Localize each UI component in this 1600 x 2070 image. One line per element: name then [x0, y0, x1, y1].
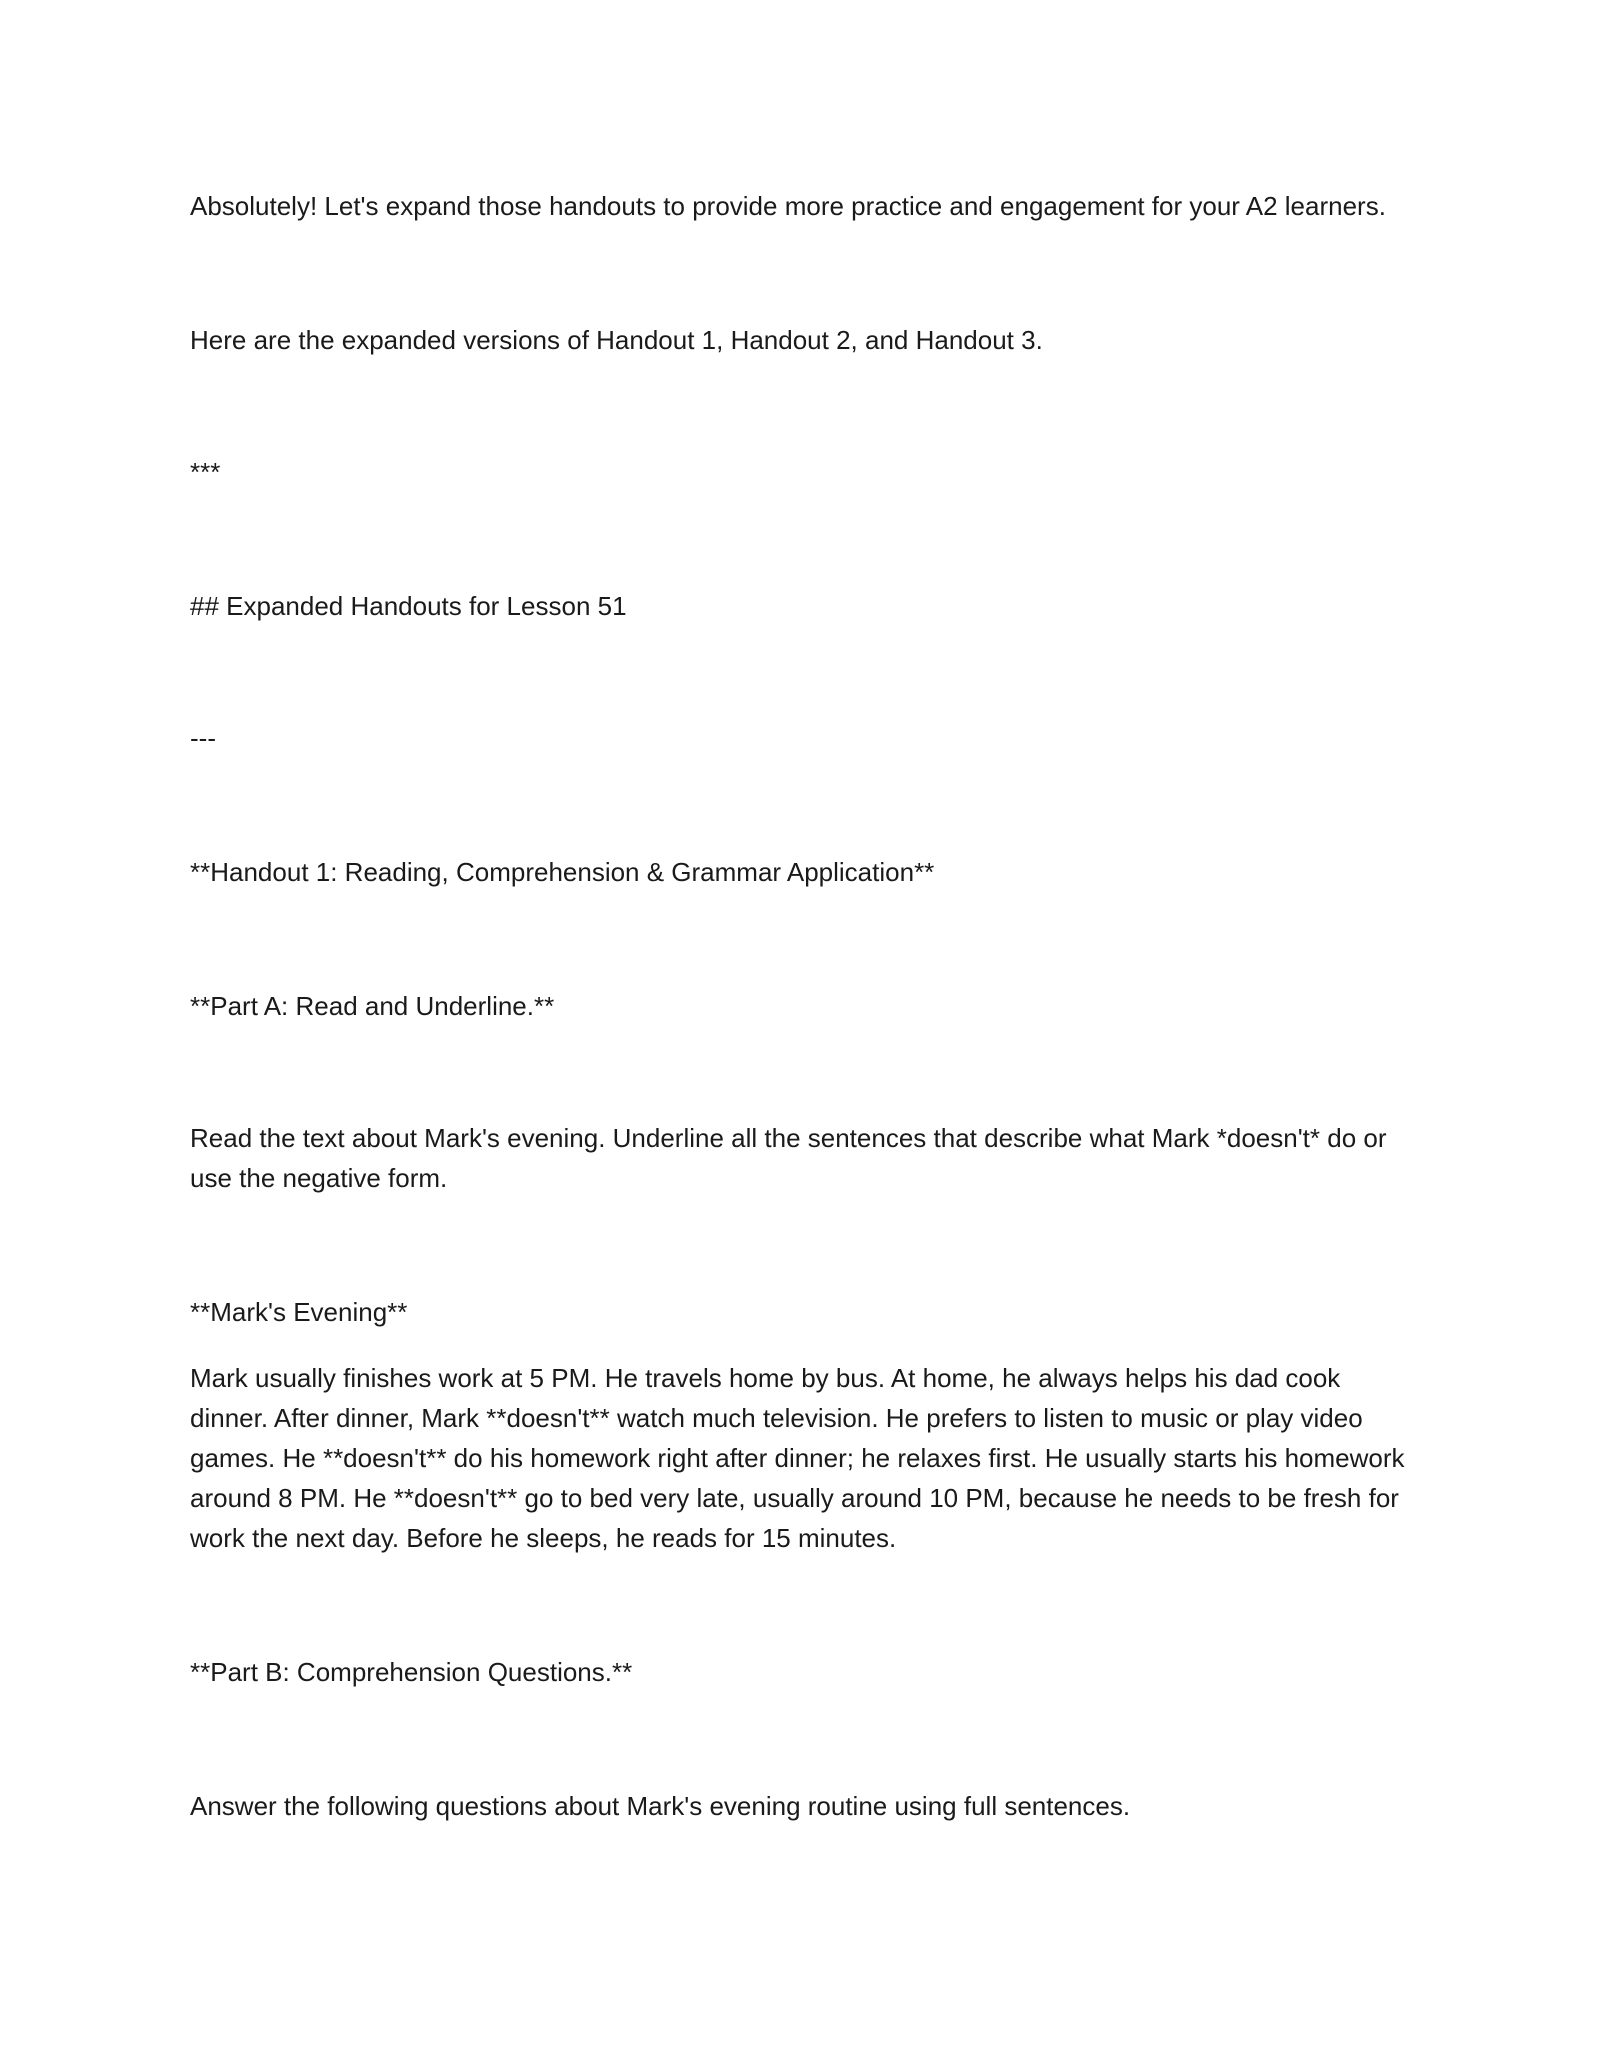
part-a-heading: **Part A: Read and Underline.**	[190, 991, 555, 1021]
intro-paragraph: Absolutely! Let's expand those handouts to provide more practice and engagement for your A2 learners.	[190, 191, 1386, 221]
part-b-instructions: Answer the following questions about Mark's evening routine using full sentences.	[190, 1791, 1131, 1821]
part-b-heading: **Part B: Comprehension Questions.**	[190, 1657, 633, 1687]
overview-paragraph: Here are the expanded versions of Handout 1, Handout 2, and Handout 3.	[190, 325, 1043, 355]
reading-text: Mark usually finishes work at 5 PM. He travels home by bus. At home, he always helps his dad cook dinner. After dinner, Mark **doesn't** watch much television. He prefers to listen to music or play video games. He **doesn't** do his homework right after dinner; he relaxes first. He usually starts his homework around 8 PM. He **doesn't** go to bed very late, usually around 10 PM, because he needs to be fresh for work the next day. Before he sleeps, he reads for 15 minutes.	[190, 1363, 1405, 1553]
section-heading: ## Expanded Handouts for Lesson 51	[190, 591, 627, 621]
handout-1-title: **Handout 1: Reading, Comprehension & Grammar Application**	[190, 857, 935, 887]
reading-title: **Mark's Evening**	[190, 1297, 408, 1327]
separator-asterisks: ***	[190, 457, 221, 487]
part-a-instructions: Read the text about Mark's evening. Underline all the sentences that describe what Mark *doesn't* do or use the negative form.	[190, 1123, 1387, 1193]
separator-dashes: ---	[190, 723, 216, 753]
